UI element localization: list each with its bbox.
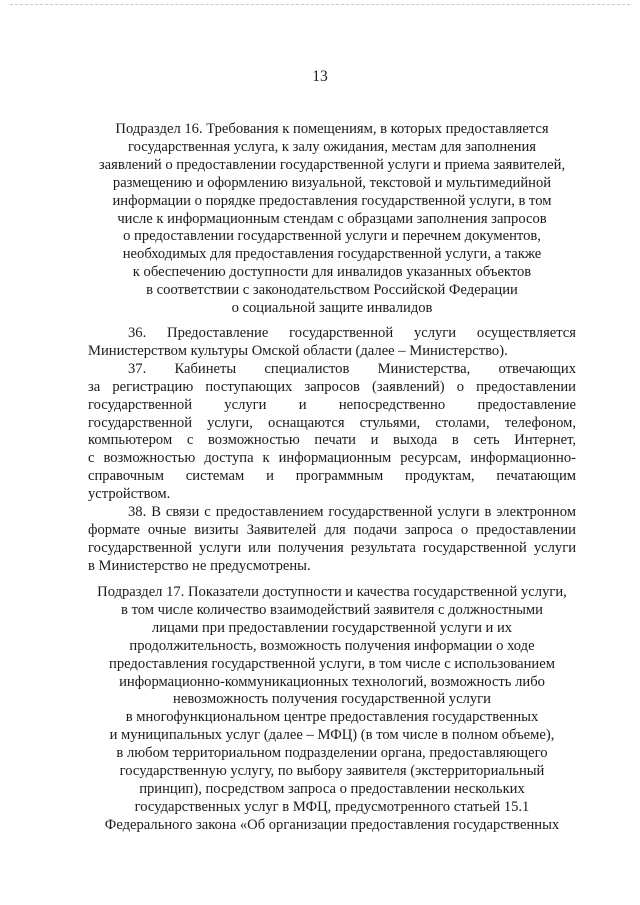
heading-line: о социальной защите инвалидов bbox=[231, 300, 433, 317]
text-line: компьютером с возможностью печати и выхода в сеть Интернет, bbox=[88, 432, 576, 449]
heading-line: невозможность получения государственной услуги bbox=[173, 691, 491, 708]
heading-line: продолжительность, возможность получения информации о ходе bbox=[129, 637, 535, 654]
heading-line: государственную услугу, по выбору заявителя (экстерриториальный bbox=[119, 763, 545, 780]
heading-line: Подраздел 16. Требования к помещениям, в которых предоставляется bbox=[115, 121, 549, 137]
text-line: государственной услуги или получения результата государственной услуги bbox=[88, 539, 576, 556]
text-line: Министерством культуры Омской области (далее – Министерство). bbox=[88, 342, 508, 359]
text-line: справочным системам и программным продуктам, печатающим bbox=[88, 468, 576, 485]
heading-line: и муниципальных услуг (далее – МФЦ) (в том числе в полном объеме), bbox=[109, 727, 555, 744]
heading-line: государственных услуг в МФЦ, предусмотренного статьей 15.1 bbox=[134, 798, 530, 815]
heading-line: информационно-коммуникационных технологий, возможность либо bbox=[119, 673, 545, 690]
text-line: государственной услуги и непосредственно предоставление bbox=[88, 396, 576, 413]
paragraph-37 bbox=[88, 361, 576, 504]
heading-line: лицами при предоставлении государственной услуги и их bbox=[151, 619, 513, 636]
heading-line: предоставления государственной услуги, в том числе с использованием bbox=[109, 655, 555, 672]
page-number: 13 bbox=[312, 68, 328, 85]
heading-line: принцип), посредством запроса о предоставлении нескольких bbox=[139, 780, 525, 797]
heading-line: в любом территориальном подразделении органа, предоставляющего bbox=[116, 745, 548, 762]
text-line: 36. Предоставление государственной услуги осуществляется bbox=[128, 325, 576, 341]
heading-line: государственная услуга, к залу ожидания, местам для заполнения bbox=[128, 138, 536, 155]
heading-line: в том числе количество взаимодействий заявителя с должностными bbox=[121, 601, 543, 618]
text-line: в Министерство не предусмотрены. bbox=[88, 557, 311, 574]
section-16-body bbox=[88, 325, 576, 576]
text-line: с возможностью доступа к информационным ресурсам, информационно- bbox=[88, 450, 576, 467]
paragraph-38 bbox=[88, 504, 576, 576]
heading-line: о предоставлении государственной услуги и перечнем документов, bbox=[123, 228, 541, 245]
text-line: государственной услуги, оснащаются стульями, столами, телефоном, bbox=[88, 414, 576, 431]
page-top-edge bbox=[10, 4, 630, 5]
heading-line: информации о порядке предоставления государственной услуги, в том bbox=[112, 192, 552, 209]
heading-line: к обеспечению доступности для инвалидов указанных объектов bbox=[132, 264, 532, 281]
text-line: 38. В связи с предоставлением государственной услуги в электронном bbox=[128, 504, 576, 521]
heading-line: в многофункциональном центре предоставления государственных bbox=[125, 709, 539, 726]
heading-line: заявлений о предоставлении государственной услуги и приема заявителей, bbox=[98, 156, 566, 173]
section-16-heading bbox=[88, 121, 576, 318]
text-line: за регистрацию поступающих запросов (заявлений) о предоставлении bbox=[88, 378, 576, 395]
heading-line: необходимых для предоставления государственной услуги, а также bbox=[122, 246, 542, 263]
text-line: устройством. bbox=[88, 486, 171, 503]
paragraph-36 bbox=[88, 325, 576, 361]
heading-line: в соответствии с законодательством Российской Федерации bbox=[146, 282, 518, 299]
text-line: формате очные визиты Заявителей для подачи запроса о предоставлении bbox=[88, 521, 576, 538]
heading-line: размещению и оформлению визуальной, текстовой и мультимедийной bbox=[112, 174, 552, 191]
heading-line: Подраздел 17. Показатели доступности и качества государственной услуги, bbox=[97, 584, 567, 600]
text-line: 37. Кабинеты специалистов Министерства, отвечающих bbox=[128, 360, 576, 377]
heading-line: числе к информационным стендам с образцами заполнения запросов bbox=[117, 210, 547, 227]
section-17-heading bbox=[88, 584, 576, 835]
heading-line: Федерального закона «Об организации предоставления государственных bbox=[104, 816, 560, 833]
